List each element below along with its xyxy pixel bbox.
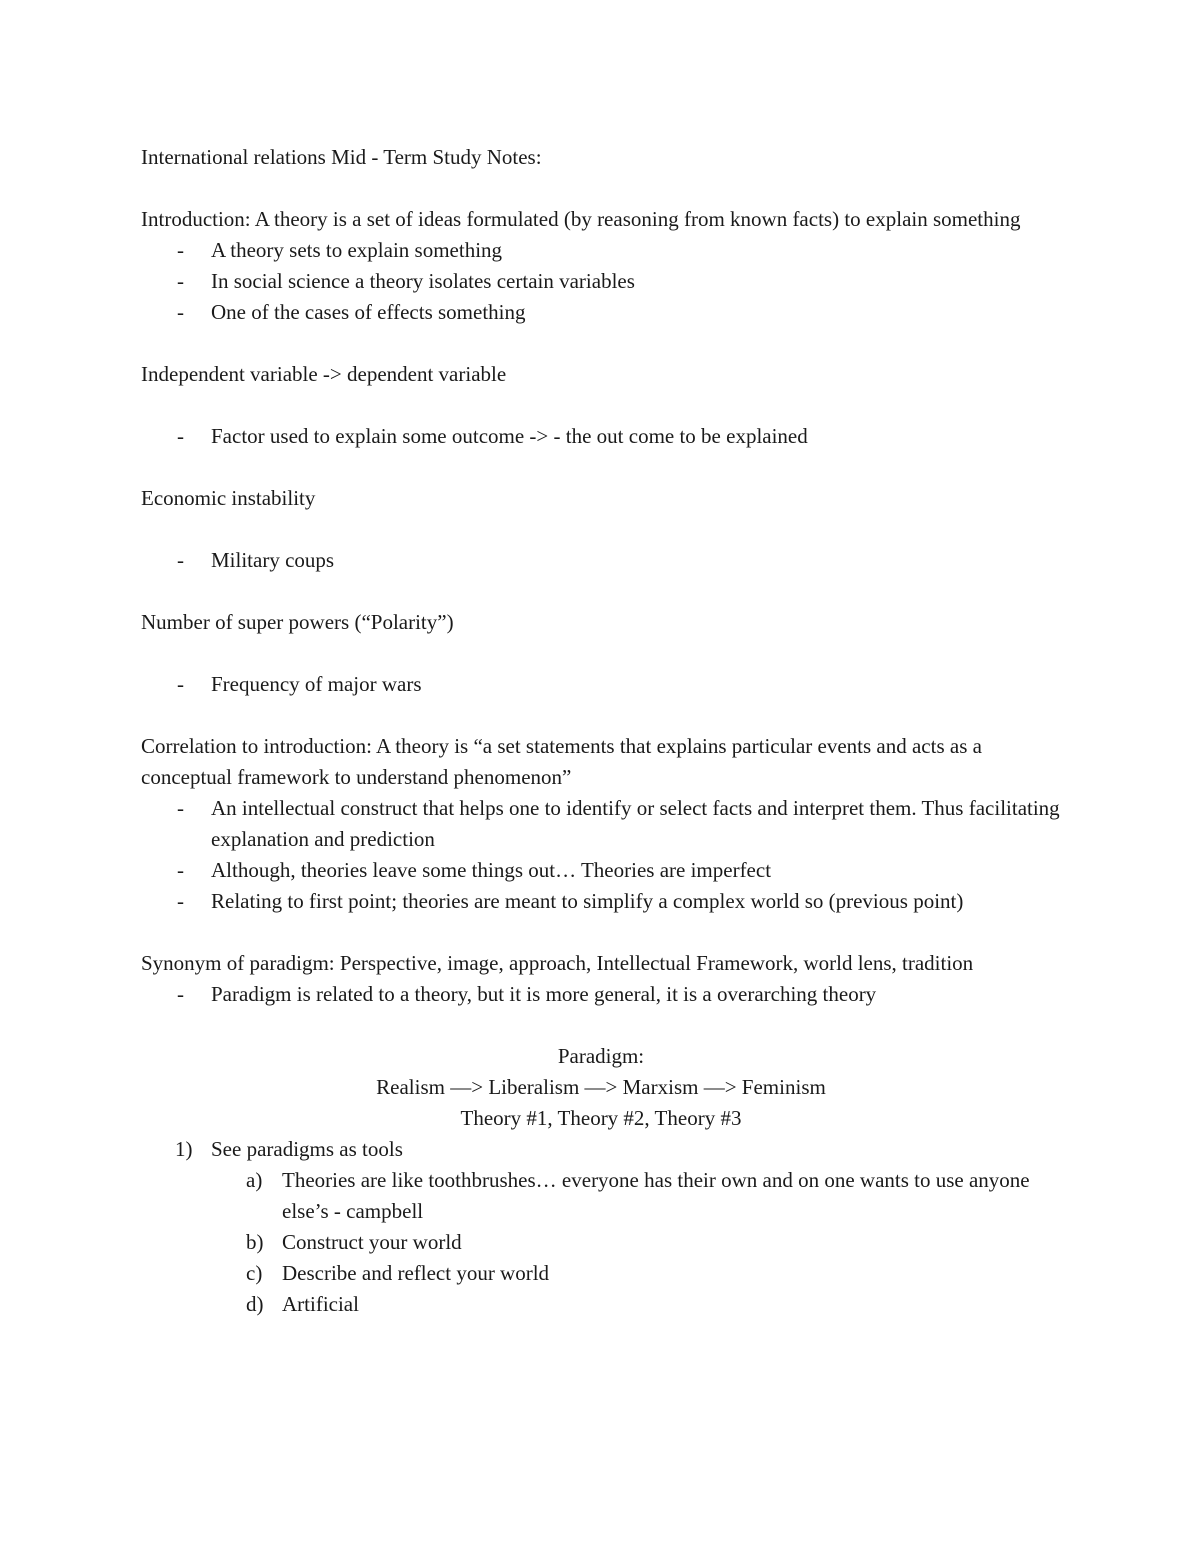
list-item-text: Although, theories leave some things out… Theories are imperfect — [211, 858, 772, 882]
sub-item — [141, 1227, 1061, 1258]
dash-marker: - — [177, 300, 184, 324]
spacer — [141, 576, 1061, 607]
list-item-text: A theory sets to explain something — [211, 238, 503, 262]
spacer — [141, 390, 1061, 421]
spacer — [141, 1010, 1061, 1041]
dash-marker: - — [177, 889, 184, 913]
sub-item-text: Theories are like toothbrushes… everyone has their own and on one wants to use anyone else’s - campbell — [282, 1168, 1030, 1223]
list-item — [141, 266, 1061, 297]
list-item-text: Frequency of major wars — [211, 672, 422, 696]
letter-marker: d) — [246, 1292, 264, 1316]
dash-marker: - — [177, 269, 184, 293]
theory-list: Theory #1, Theory #2, Theory #3 — [460, 1106, 742, 1130]
variables-heading: Independent variable -> dependent variable — [141, 362, 507, 386]
list-item — [141, 297, 1061, 328]
paradigm-heading: Paradigm: — [557, 1044, 645, 1068]
spacer — [141, 328, 1061, 359]
dash-marker: - — [177, 672, 184, 696]
spacer — [141, 917, 1061, 948]
list-item — [141, 793, 1061, 855]
list-item-text: Paradigm is related to a theory, but it is more general, it is a overarching theory — [211, 982, 877, 1006]
list-item — [141, 669, 1061, 700]
list-item-text: One of the cases of effects something — [211, 300, 526, 324]
dash-marker: - — [177, 796, 184, 820]
list-item-text: In social science a theory isolates certain variables — [211, 269, 635, 293]
list-item — [141, 855, 1061, 886]
letter-marker: c) — [246, 1261, 263, 1285]
list-item — [141, 235, 1061, 266]
dash-marker: - — [177, 982, 184, 1006]
dash-marker: - — [177, 858, 184, 882]
sub-item-text: Construct your world — [282, 1230, 462, 1254]
list-item — [141, 545, 1061, 576]
sub-item-text: Describe and reflect your world — [282, 1261, 550, 1285]
dash-marker: - — [177, 238, 184, 262]
spacer — [141, 514, 1061, 545]
number-marker: 1) — [175, 1137, 193, 1161]
sub-item — [141, 1165, 1061, 1227]
dash-marker: - — [177, 424, 184, 448]
sub-item-text: Artificial — [282, 1292, 359, 1316]
document-page — [141, 142, 1061, 1320]
spacer — [141, 173, 1061, 204]
economic-heading: Economic instability — [141, 486, 316, 510]
numbered-item — [141, 1134, 1061, 1165]
list-item-text: An intellectual construct that helps one to identify or select facts and interpret them. Thus facilitating explanation and prediction — [211, 796, 1060, 851]
document-title: International relations Mid - Term Study Notes: — [141, 145, 542, 169]
spacer — [141, 452, 1061, 483]
list-item-text: Military coups — [211, 548, 335, 572]
list-item — [141, 886, 1061, 917]
numbered-item-text: See paradigms as tools — [211, 1137, 403, 1161]
sub-item — [141, 1258, 1061, 1289]
letter-marker: a) — [246, 1168, 263, 1192]
dash-marker: - — [177, 548, 184, 572]
list-item-text: Relating to first point; theories are meant to simplify a complex world so (previous point) — [211, 889, 964, 913]
list-item-text: Factor used to explain some outcome -> - the out come to be explained — [211, 424, 808, 448]
polarity-heading: Number of super powers (“Polarity”) — [141, 610, 454, 634]
paradigm-sequence: Realism —> Liberalism —> Marxism —> Feminism — [376, 1075, 826, 1099]
list-item — [141, 979, 1061, 1010]
intro-paragraph: Introduction: A theory is a set of ideas formulated (by reasoning from known facts) to explain something — [141, 207, 1021, 231]
spacer — [141, 638, 1061, 669]
list-item — [141, 421, 1061, 452]
letter-marker: b) — [246, 1230, 264, 1254]
sub-item — [141, 1289, 1061, 1320]
synonym-paragraph: Synonym of paradigm: Perspective, image, approach, Intellectual Framework, world lens, tradition — [141, 951, 974, 975]
spacer — [141, 700, 1061, 731]
correlation-paragraph: Correlation to introduction: A theory is “a set statements that explains particular events and acts as a conceptual framework to understand phenomenon” — [141, 734, 988, 789]
